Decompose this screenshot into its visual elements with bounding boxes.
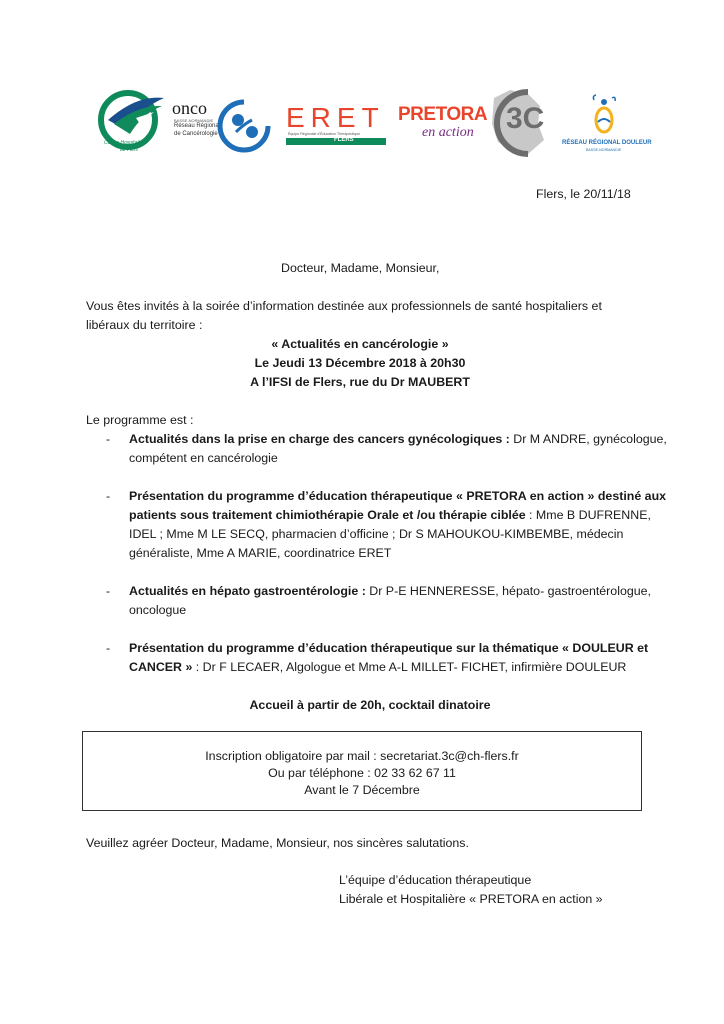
eret-city: FLERS [334, 137, 354, 143]
3c-word: 3C [506, 102, 545, 135]
bullet-dash: - [106, 489, 111, 503]
closing-line: Veuillez agréer Docteur, Madame, Monsieur, nos sincères salutations. [86, 836, 469, 850]
program-item-4-line-2 [129, 658, 626, 677]
signature-line-1: L’équipe d’éducation thérapeutique [339, 873, 532, 887]
registration-box [82, 731, 642, 811]
program-item-2-speaker: : Mme B DUFRENNE, [525, 508, 651, 522]
salutation: Docteur, Madame, Monsieur, [281, 261, 440, 275]
douleur-line-2: BASSE-NORMANDIE [586, 148, 622, 152]
douleur-line-1: RÉSEAU RÉGIONAL DOULEUR [562, 140, 652, 146]
program-item-3-topic: Actualités en hépato gastroentérologie : [129, 584, 366, 598]
reseau-douleur-logo [562, 94, 652, 158]
program-intro: Le programme est : [86, 413, 194, 427]
program-item-2-line-2 [129, 506, 651, 525]
program-item-2-line-1: Présentation du programme d’éducation thérapeutique « PRETORA en action » destiné aux [129, 489, 667, 503]
program-item-2-line-4: généraliste, Mme A MARIE, coordinatrice ERET [129, 546, 392, 560]
program-item-3-line-1 [129, 582, 651, 601]
eret-word: ERET [286, 102, 385, 133]
welcome-line: Accueil à partir de 20h, cocktail dinatoire [249, 698, 491, 712]
3c-logo [488, 84, 550, 162]
pretora-word: PRETORA [398, 104, 488, 125]
program-item-4-speaker: : Dr F LECAER, Algologue et Mme A-L MILLET- FICHET, infirmière DOULEUR [192, 660, 627, 674]
centre-caption-2: de Flers [120, 147, 139, 153]
program-item-1-line-2: compétent en cancérologie [129, 451, 278, 465]
onco-circle-icon [216, 98, 272, 154]
onco-sub-2: Réseau Régional [174, 123, 221, 129]
event-title: « Actualités en cancérologie » [271, 337, 449, 351]
bullet-dash: - [106, 641, 111, 655]
douleur-figure-icon [584, 94, 624, 138]
bullet-dash: - [106, 584, 111, 598]
registration-deadline-line: Avant le 7 Décembre [304, 783, 420, 797]
program-item-1-line-1 [129, 430, 667, 449]
onco-logo [172, 98, 282, 154]
program-item-4-topic-end: CANCER » [129, 660, 193, 674]
onco-sub-1: BASSE-NORMANDIE [174, 118, 214, 123]
event-place: A l’IFSI de Flers, rue du Dr MAUBERT [250, 375, 470, 389]
logo-strip [92, 84, 652, 162]
onco-word: onco [172, 98, 207, 118]
intro-line-2: libéraux du territoire : [86, 318, 203, 332]
signature-line-2: Libérale et Hospitalière « PRETORA en action » [339, 892, 603, 906]
pretora-tagline: en action [422, 125, 474, 140]
eret-sub: Équipe Régionale d'Éducation Thérapeutique [288, 132, 361, 136]
onco-sub-3: de Cancérologie [174, 131, 218, 137]
program-item-1-topic: Actualités dans la prise en charge des cancers gynécologiques : [129, 432, 510, 446]
event-date: Le Jeudi 13 Décembre 2018 à 20h30 [254, 356, 466, 370]
program-item-3-speaker: Dr P-E HENNERESSE, hépato- gastroentérologue, [365, 584, 651, 598]
program-item-3-line-2: oncologue [129, 603, 187, 617]
centre-hospitalier-logo [96, 90, 166, 156]
eret-logo [286, 102, 392, 146]
bullet-dash: - [106, 432, 111, 446]
registration-phone-line: Ou par téléphone : 02 33 62 67 11 [268, 766, 456, 780]
program-item-1-speaker: Dr M ANDRE, gynécologue, [509, 432, 667, 446]
pretora-logo [398, 104, 488, 148]
program-item-4-line-1: Présentation du programme d’éducation thérapeutique sur la thématique « DOULEUR et [129, 641, 649, 655]
intro-line-1: Vous êtes invités à la soirée d’information destinée aux professionnels de santé hospitaliers et [86, 299, 602, 313]
program-item-2-topic-end: patients sous traitement chimiothérapie Orale et /ou thérapie ciblée [129, 508, 526, 522]
place-date: Flers, le 20/11/18 [536, 187, 631, 201]
centre-caption-1: Centre Hospitalier [104, 140, 145, 146]
registration-email-line: Inscription obligatoire par mail : secretariat.3c@ch-flers.fr [205, 749, 519, 763]
program-item-2-line-3: IDEL ; Mme M LE SECQ, pharmacien d’officine ; Dr S MAHOUKOU-KIMBEMBE, médecin [129, 527, 624, 541]
